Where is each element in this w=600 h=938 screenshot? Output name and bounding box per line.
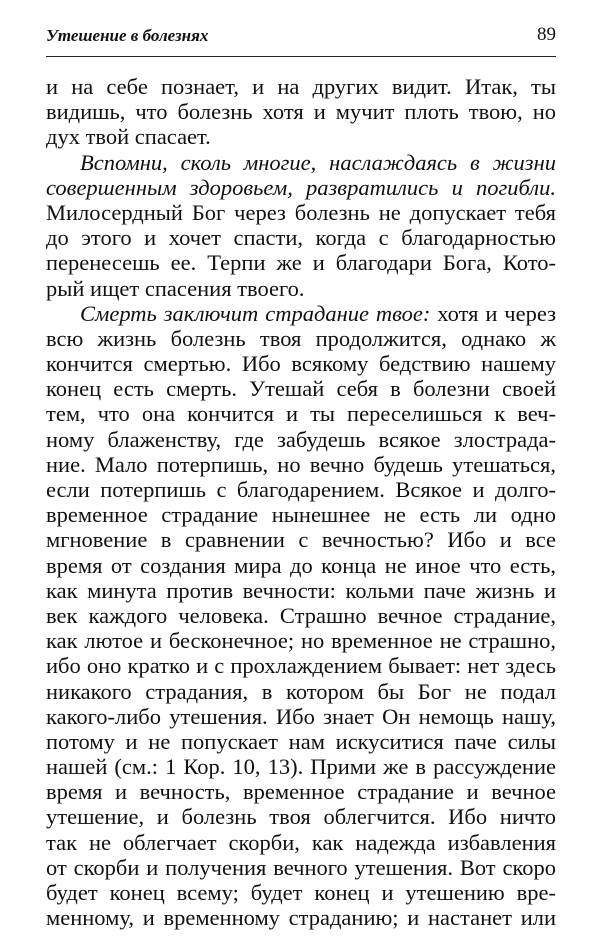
text-line	[46, 502, 556, 527]
plain-text: так не облегчает скорби, как надежда избавления	[46, 829, 556, 855]
plain-text: век каждого человека. Страшно вечное страдание,	[46, 602, 556, 628]
plain-text: дух твой спасает.	[46, 124, 211, 150]
text-line	[46, 578, 556, 603]
plain-text: и на себе познает, и на других видит. Итак, ты	[46, 74, 556, 99]
plain-text: как лютое и бесконечное; но временное не страшно,	[46, 628, 556, 654]
plain-text: никакого страдания, в котором бы Бог не подал	[46, 678, 556, 704]
text-line	[46, 679, 556, 704]
plain-text: мгновение в сравнении с вечностью? Ибо и все	[46, 527, 556, 553]
plain-text: Милосердный Бог через болезнь не допускает тебя	[46, 199, 556, 225]
text-line	[46, 99, 556, 124]
plain-text: если потерпишь с благодарением. Всякое и долго-	[46, 477, 556, 502]
text-line	[46, 276, 556, 301]
text-line	[46, 150, 556, 175]
paragraph	[46, 74, 556, 150]
plain-text: кончится смертью. Ибо всякому бедствию нашему	[46, 351, 556, 377]
plain-text: время от создания мира до конца не иное что есть,	[46, 552, 556, 578]
plain-text: нашей (см.: 1 Кор. 10, 13). Прими же в рассуждение	[46, 754, 556, 780]
text-line	[46, 175, 556, 200]
plain-text: как минута против вечности: кольми паче жизнь и	[46, 577, 556, 603]
plain-text: будет конец всему; будет конец и утешению вре-	[46, 880, 556, 905]
text-line	[46, 653, 556, 678]
text-line	[46, 527, 556, 552]
text-line	[46, 401, 556, 426]
italic-text: совершенным здоровьем, развратились и погибли.	[46, 174, 556, 200]
text-line	[46, 351, 556, 376]
text-line	[46, 452, 556, 477]
plain-text: время и вечность, временное страдание и вечное	[46, 779, 556, 805]
text-line	[46, 830, 556, 855]
text-line	[46, 754, 556, 779]
text-line	[46, 301, 556, 326]
paragraph	[46, 301, 556, 931]
plain-text: до этого и хочет спасти, когда с благодарностью	[46, 225, 556, 251]
italic-text: Смерть заключит страдание твое:	[80, 300, 431, 326]
text-line	[46, 804, 556, 829]
plain-text: видишь, что болезнь хотя и мучит плоть твою, но	[46, 99, 556, 125]
plain-text: утешение, и болезнь твоя облегчится. Ибо ничто	[46, 804, 556, 830]
plain-text: хотя и через	[430, 300, 556, 326]
text-line	[46, 200, 556, 225]
text-line	[46, 603, 556, 628]
plain-text: от скорби и получения вечного утешения. Вот скоро	[46, 854, 556, 880]
plain-text: ибо оно кратко и с прохлаждением бывает: нет здесь	[46, 653, 556, 679]
plain-text: конец есть смерть. Утешай себя в болезни своей	[46, 376, 556, 402]
text-line	[46, 326, 556, 351]
plain-text: всю жизнь болезнь твоя продолжится, однако ж	[46, 325, 556, 351]
running-title: Утешение в болезнях	[46, 26, 209, 45]
text-line	[46, 704, 556, 729]
italic-text: Вспомни, сколь многие, наслаждаясь в жизни	[80, 149, 556, 175]
text-line	[46, 225, 556, 250]
page-number: 89	[537, 24, 556, 45]
plain-text: менному, и временному страданию; и настанет или	[46, 905, 556, 931]
text-line	[46, 553, 556, 578]
text-line	[46, 628, 556, 653]
running-header	[46, 22, 556, 57]
plain-text: какого-либо утешения. Ибо знает Он немощь нашу,	[46, 703, 556, 729]
plain-text: ному блаженству, где забудешь всякое злострада-	[46, 426, 556, 452]
text-line	[46, 74, 556, 99]
text-line	[46, 427, 556, 452]
plain-text: временное страдание нынешнее не есть ли одно	[46, 502, 556, 528]
body-text	[46, 74, 556, 930]
text-line	[46, 376, 556, 401]
text-line	[46, 124, 556, 149]
paragraph	[46, 150, 556, 301]
plain-text: тем, что она кончится и ты переселишься к веч-	[46, 401, 556, 427]
text-line	[46, 477, 556, 502]
text-line	[46, 905, 556, 930]
text-line	[46, 855, 556, 880]
plain-text: потому и не попускает нам искуситися паче силы	[46, 728, 556, 754]
text-line	[46, 880, 556, 905]
plain-text: рый ищет спасения твоего.	[46, 275, 305, 301]
text-line	[46, 250, 556, 275]
text-line	[46, 779, 556, 804]
plain-text: ние. Мало потерпишь, но вечно будешь утешаться,	[46, 451, 556, 477]
plain-text: перенесешь ее. Терпи же и благодари Бога, Кото-	[46, 250, 556, 276]
text-line	[46, 729, 556, 754]
